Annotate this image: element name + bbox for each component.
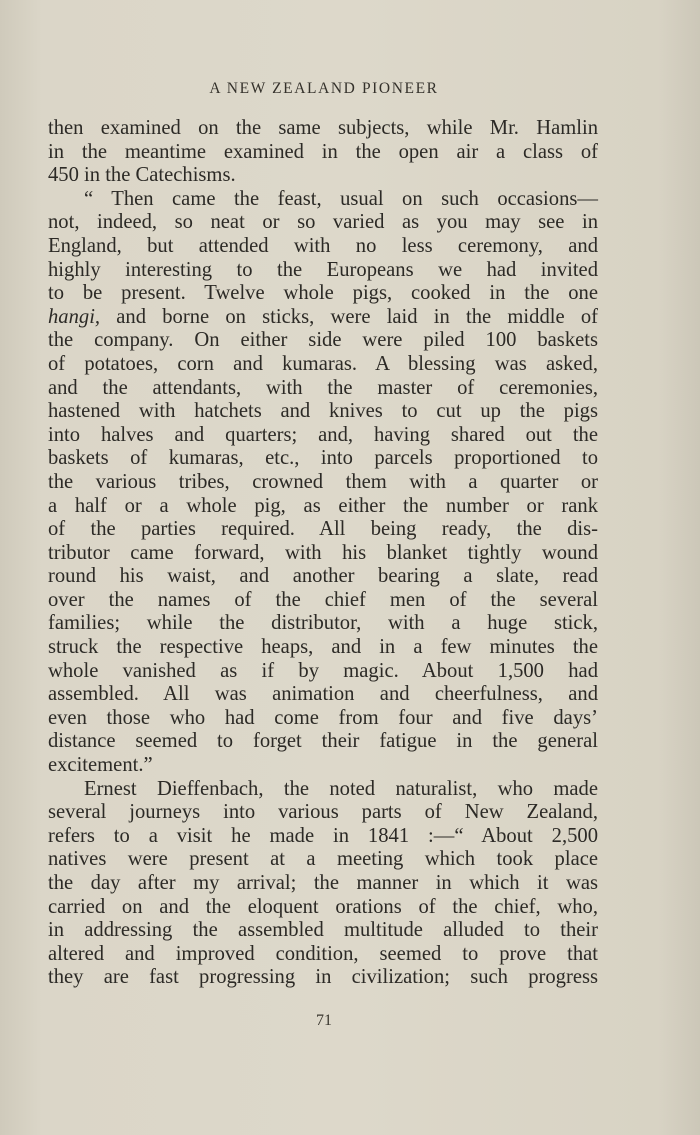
text-line: altered and improved condition, seemed to prove that <box>48 942 598 965</box>
text-line: over the names of the chief men of the several <box>48 588 598 611</box>
text-line: round his waist, and another bearing a slate, read <box>48 565 598 588</box>
text-line: the various tribes, crowned them with a quarter or <box>48 470 598 493</box>
text-line: not, indeed, so neat or so varied as you may see in <box>48 211 598 234</box>
text-line: of the parties required. All being ready, the dis- <box>48 518 598 541</box>
text-line: hastened with hatchets and knives to cut up the pigs <box>48 400 598 423</box>
page-number: 71 <box>316 1012 332 1029</box>
running-head: A NEW ZEALAND PIONEER <box>209 80 439 97</box>
text-line: several journeys into various parts of New Zealand, <box>48 801 598 824</box>
text-line: carried on and the eloquent orations of the chief, who, <box>48 895 598 918</box>
text-line: of potatoes, corn and kumaras. A blessing was asked, <box>48 352 598 375</box>
text-line: refers to a visit he made in 1841 :—“ About 2,500 <box>48 824 598 847</box>
text-line-with-italic <box>48 306 598 330</box>
text-line: 450 in the Catechisms. <box>48 164 236 187</box>
text-line: into halves and quarters; and, having shared out the <box>48 423 598 446</box>
text-line: and the attendants, with the master of ceremonies, <box>48 376 598 399</box>
text-line-remainder: and borne on sticks, were laid in the middle of <box>100 305 598 328</box>
text-line: excitement.” <box>48 754 153 777</box>
text-line: even those who had come from four and five days’ <box>48 706 598 729</box>
text-line: a half or a whole pig, as either the number or rank <box>48 494 598 517</box>
text-line: “ Then came the feast, usual on such occasions— <box>84 187 598 210</box>
text-line: the company. On either side were piled 100 baskets <box>48 329 598 352</box>
text-line: Ernest Dieffenbach, the noted naturalist, who made <box>84 777 598 800</box>
text-line: they are fast progressing in civilization; such progress <box>48 966 598 989</box>
text-line: in the meantime examined in the open air a class of <box>48 140 598 163</box>
text-line: highly interesting to the Europeans we had invited <box>48 258 598 281</box>
text-line: whole vanished as if by magic. About 1,500 had <box>48 659 598 682</box>
text-line: England, but attended with no less ceremony, and <box>48 234 598 257</box>
text-line: in addressing the assembled multitude alluded to their <box>48 919 598 942</box>
text-line: baskets of kumaras, etc., into parcels proportioned to <box>48 447 598 470</box>
italic-word: hangi, <box>48 305 101 328</box>
text-line: families; while the distributor, with a huge stick, <box>48 612 598 635</box>
body-text <box>48 117 598 990</box>
text-line: then examined on the same subjects, while Mr. Hamlin <box>48 117 598 139</box>
text-line: the day after my arrival; the manner in which it was <box>48 872 598 894</box>
text-line: tributor came forward, with his blanket tightly wound <box>48 541 598 564</box>
text-line: natives were present at a meeting which took place <box>48 848 598 871</box>
text-line: assembled. All was animation and cheerfulness, and <box>48 683 598 706</box>
text-line: struck the respective heaps, and in a few minutes the <box>48 636 598 659</box>
text-line: distance seemed to forget their fatigue in the general <box>48 730 598 753</box>
text-line: to be present. Twelve whole pigs, cooked in the one <box>48 282 598 305</box>
